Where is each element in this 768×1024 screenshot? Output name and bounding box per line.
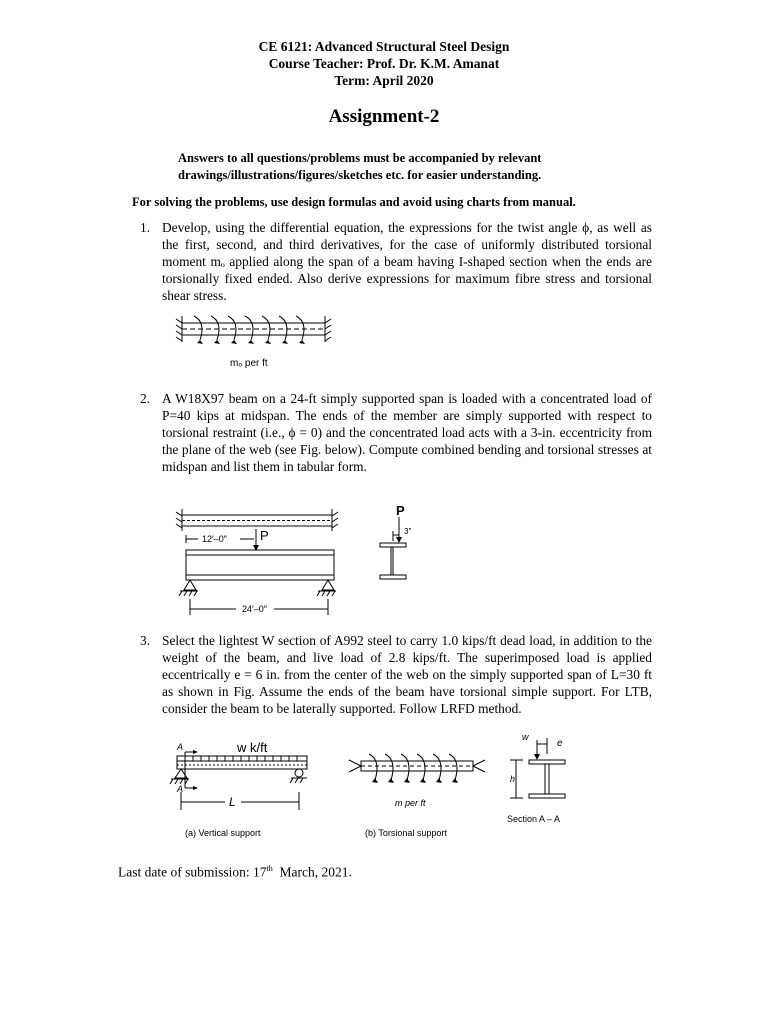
submission-date: Last date of submission: 17th March, 2021. [118, 864, 352, 880]
figure-2-beam [168, 497, 424, 617]
question-number: 3. [140, 633, 151, 648]
fig3-e-label: e [557, 738, 563, 749]
course-title: CE 6121: Advanced Structural Steel Design [258, 39, 510, 54]
page-title: Assignment-2 [328, 106, 440, 127]
fig2-eccentricity: 3″ [404, 527, 412, 536]
figure-3-supports [165, 730, 585, 842]
figure-1-torsion-beam [172, 310, 347, 374]
fig2-section-load: P [396, 503, 405, 518]
fig2-half-span: 12′–0″ [202, 534, 227, 544]
instruction: For solving the problems, use design formulas and avoid using charts from manual. [132, 195, 576, 209]
term: Term: April 2020 [334, 73, 434, 88]
fig2-span: 24′–0″ [242, 604, 267, 614]
fig3-load-label: w k/ft [237, 740, 268, 755]
question-text: Develop, using the differential equation, the expressions for the twist angle ϕ, as well as the first, second, and third derivatives, for the case of uniformly distributed torsional moment mₒ applied along the span of a beam having I-shaped section when the ends are torsionally fixed ended. Also derive expressions for maximum fibre stress and torsional shear stress. [162, 220, 652, 303]
fig2-load-label: P [260, 528, 269, 543]
course-teacher: Course Teacher: Prof. Dr. K.M. Amanat [268, 56, 500, 71]
question-number: 2. [140, 391, 151, 406]
note: Answers to all questions/problems must be accompanied by relevant drawings/illustrations/figures/sketches etc. for easier understanding. [178, 151, 542, 182]
fig3-moment-label: m per ft [395, 798, 426, 808]
fig3-caption-a: (a) Vertical support [185, 828, 261, 838]
fig3-h-label: h [510, 774, 516, 784]
fig3-w-label: w [522, 732, 529, 742]
fig3-caption-b: (b) Torsional support [365, 828, 447, 838]
fig3-span-label: L [229, 795, 236, 809]
fig3-a-label-top: A [177, 742, 184, 752]
fig3-section-label: Section A – A [507, 814, 561, 824]
question-number: 1. [140, 220, 151, 235]
question-text: Select the lightest W section of A992 steel to carry 1.0 kips/ft dead load, in addition to the weight of the beam, and live load of 2.8 kips/ft. The superimposed load is applied eccentrically e = 6 in. from the center of the web on the simply supported span of L=30 ft as shown in Fig. Assume the ends of the beam have torsional simple support. For LTB, consider the beam to be laterally supported. Follow LRFD method. [162, 633, 652, 716]
fig3-a-label-bottom: A [177, 784, 184, 794]
question-text: A W18X97 beam on a 24-ft simply supported span is loaded with a concentrated load of P=40 kips at midspan. The ends of the member are simply supported with respect to torsional restraint (i.e., ϕ = 0) and the concentrated load acts with a 3-in. eccentricity from the plane of the web (see Fig. below). Compute combined bending and torsional stresses at midspan and list them in tabular form. [162, 391, 652, 474]
fig1-label: mₒ per ft [230, 358, 268, 369]
